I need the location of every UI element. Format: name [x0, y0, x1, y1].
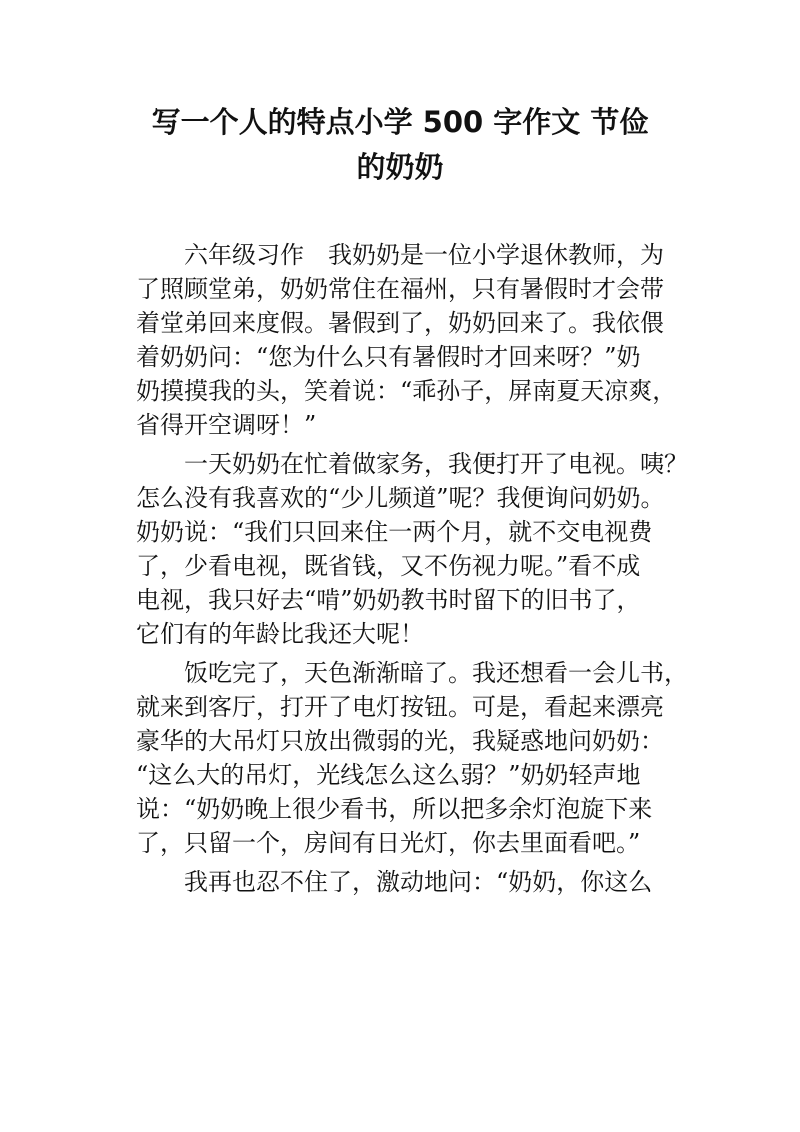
paragraph-3	[136, 656, 688, 860]
paragraph-4	[136, 865, 676, 899]
text-line: 它们有的年龄比我还大呢！	[136, 620, 424, 648]
text-line: 豪华的大吊灯只放出微弱的光，我疑惑地问奶奶：	[136, 727, 664, 755]
title-line-1: 写一个人的特点小学 500 字作文 节俭	[151, 105, 649, 139]
article-body	[136, 238, 688, 899]
text-line: 奶摸摸我的头，笑着说：“乖孙子，屏南夏天凉爽，	[136, 377, 677, 405]
text-line: 着奶奶问：“您为什么只有暑假时才回来呀？”奶	[136, 343, 641, 371]
title-line-2: 的奶奶	[356, 150, 444, 184]
paragraph-2	[136, 447, 688, 651]
text-line: 六年级习作 我奶奶是一位小学退休教师，为	[136, 241, 664, 269]
text-line: 就来到客厅，打开了电灯按钮。可是，看起来漂亮	[136, 693, 664, 721]
text-line: 奶奶说：“我们只回来住一两个月，就不交电视费	[136, 518, 653, 546]
text-line: 怎么没有我喜欢的“少儿频道”呢？我便询问奶奶。	[136, 484, 665, 512]
text-line: 省得开空调呀！”	[136, 411, 317, 439]
text-line: 一天奶奶在忙着做家务，我便打开了电视。咦？	[136, 450, 688, 478]
text-line: 了，只留一个，房间有日光灯，你去里面看吧。”	[136, 829, 641, 857]
text-line: 了照顾堂弟，奶奶常住在福州，只有暑假时才会带	[136, 275, 664, 303]
text-line: 电视，我只好去“啃”奶奶教书时留下的旧书了，	[136, 586, 641, 614]
text-line: 了，少看电视，既省钱，又不伤视力呢。”看不成	[136, 552, 641, 580]
paragraph-1	[136, 238, 676, 442]
text-line: 饭吃完了，天色渐渐暗了。我还想看一会儿书，	[136, 659, 688, 687]
text-line: 说：“奶奶晚上很少看书，所以把多余灯泡旋下来	[136, 795, 653, 823]
text-line: 着堂弟回来度假。暑假到了，奶奶回来了。我依偎	[136, 309, 664, 337]
text-line: “这么大的吊灯，光线怎么这么弱？”奶奶轻声地	[136, 761, 641, 789]
text-line: 我再也忍不住了，激动地问：“奶奶，你这么	[136, 868, 653, 896]
document-title	[100, 100, 700, 190]
